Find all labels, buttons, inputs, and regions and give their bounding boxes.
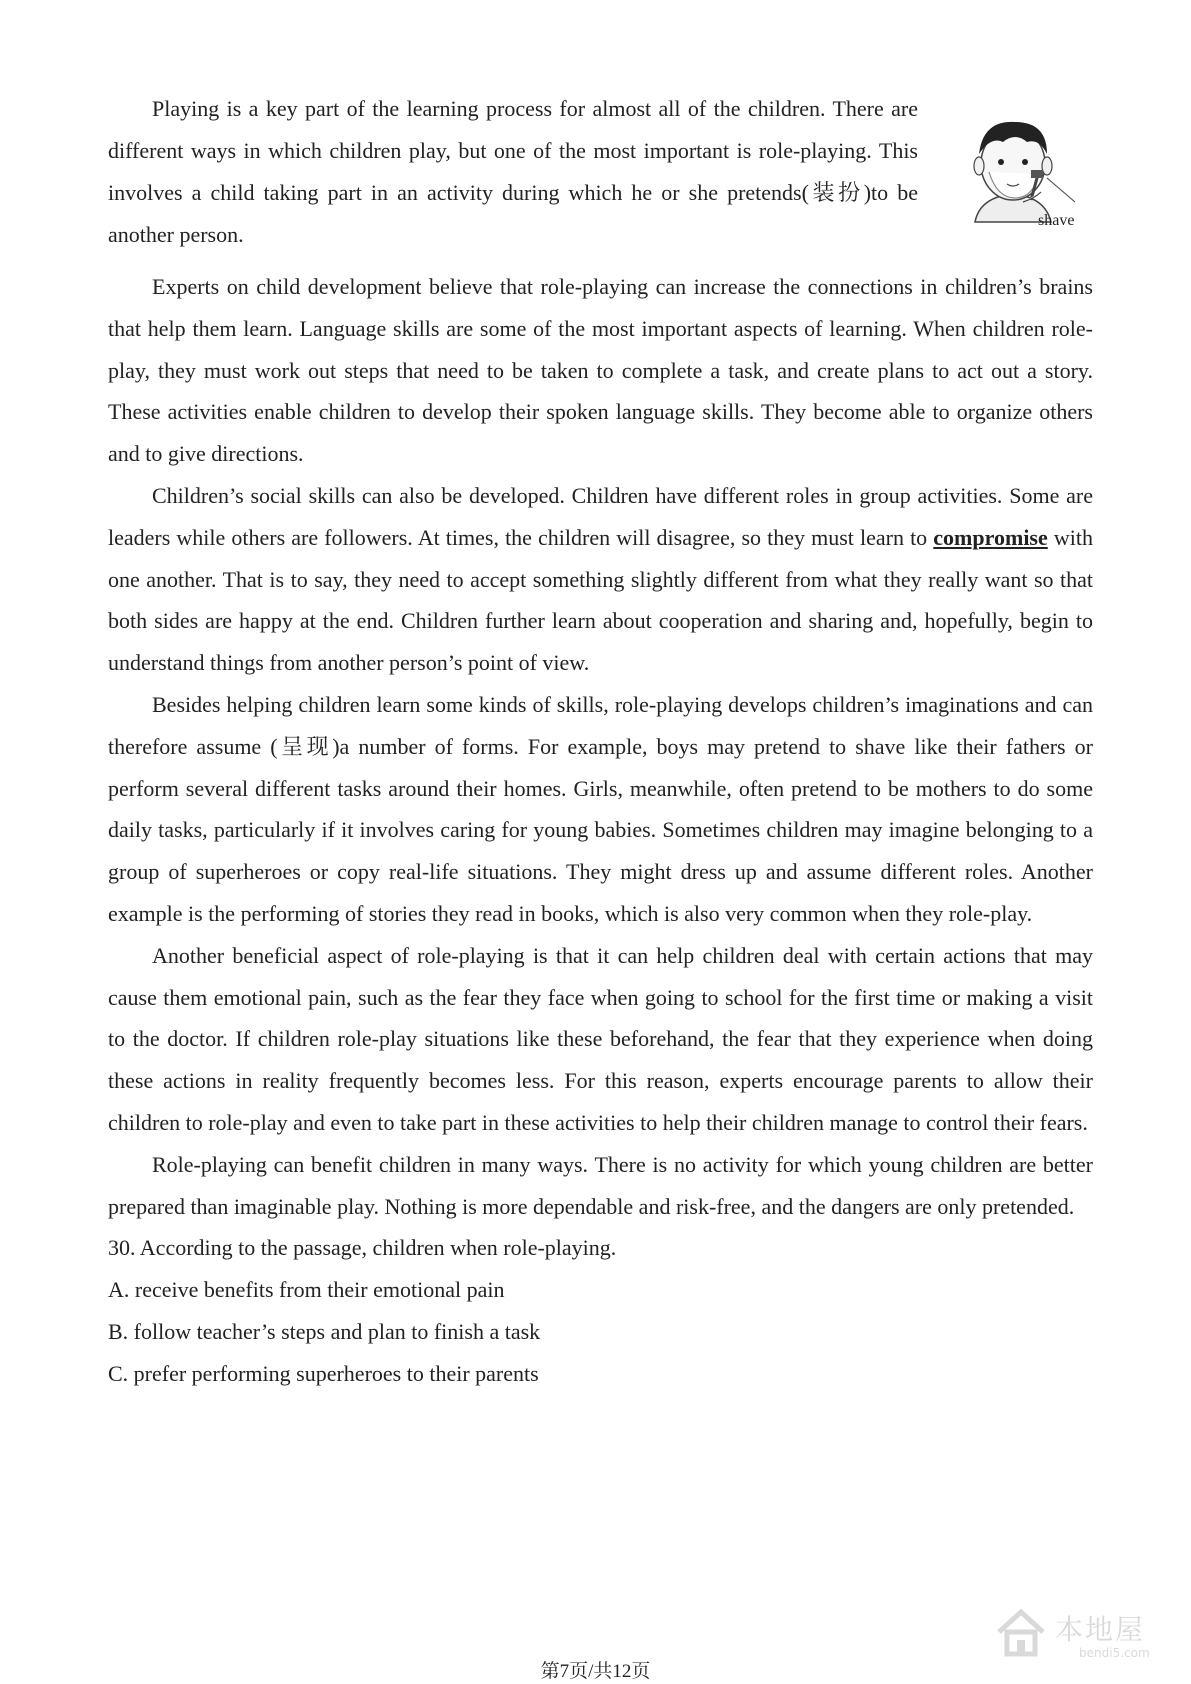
document-page (108, 88, 1093, 1395)
paragraph-5: Another beneficial aspect of role-playing is that it can help children deal with certain actions that may cause them emotional pain, such as the fear they face when going to school for the first time or making a visit to the doctor. If children role-play situations like these beforehand, the fear that they experience when doing these actions in reality frequently becomes less. For this reason, experts encourage parents to allow their children to role-play and even to take part in these activities to help their children manage to control their fears. (108, 942, 1093, 1135)
option-c: C. prefer performing superheroes to their parents (108, 1360, 539, 1386)
paragraph-intro: Playing is a key part of the learning process for almost all of the children. There are different ways in which children play, but one of the most important is role-playing. This involves a child taking part in an activity during which he or she pretends(装扮)to be another person. (108, 96, 918, 247)
page-number: 第7页/共12页 (540, 1661, 651, 1682)
paragraph-3-end: with one another. That is to say, they need to accept something slightly different from what they really want so that both sides are happy at the end. Children further learn about cooperation and sharing and, hopefully, begin to understand things from another person’s point of view. (108, 524, 1093, 676)
paragraph-3 (108, 475, 1093, 684)
shave-figure (935, 102, 1093, 242)
question-stem: 30. According to the passage, children when role-playing. (108, 1235, 617, 1261)
option-b: B. follow teacher’s steps and plan to finish a task (108, 1318, 541, 1344)
watermark (993, 1604, 1173, 1666)
paragraph-3-start: Children’s social skills can also be developed. Children have different roles in group activities. Some are leaders while others are followers. At times, the children will disagree, so they must learn to (108, 482, 1093, 550)
intro-block (108, 88, 1093, 256)
watermark-site: bendi5.com (1079, 1646, 1150, 1660)
watermark-brand: 本地屋 (1055, 1613, 1146, 1646)
paragraph-2: Experts on child development believe that role-playing can increase the connections in children’s brains that help them learn. Language skills are some of the most important aspects of learning. When children role-play, they must work out steps that need to be taken to complete a task, and create plans to act out a story. These activities enable children to develop their spoken language skills. They become able to organize others and to give directions. (108, 274, 1093, 467)
house-icon (993, 1604, 1049, 1660)
shave-label: shave (1038, 212, 1075, 229)
paragraph-6: Role-playing can benefit children in many ways. There is no activity for which young children are better prepared than imaginable play. Nothing is more dependable and risk-free, and the dangers are only pretended. (108, 1151, 1093, 1219)
keyword-compromise: compromise (933, 524, 1048, 550)
paragraph-4: Besides helping children learn some kinds of skills, role-playing develops children’s imaginations and can therefore assume (呈现)a number of forms. For example, boys may pretend to shave like their fathers or perform several different tasks around their homes. Girls, meanwhile, often pretend to be mothers to do some daily tasks, particularly if it involves caring for young babies. Sometimes children may imagine belonging to a group of superheroes or copy real-life situations. They might dress up and assume different roles. Another example is the performing of stories they read in books, which is also very common when they role-play. (108, 691, 1093, 926)
option-a: A. receive benefits from their emotional pain (108, 1277, 505, 1303)
